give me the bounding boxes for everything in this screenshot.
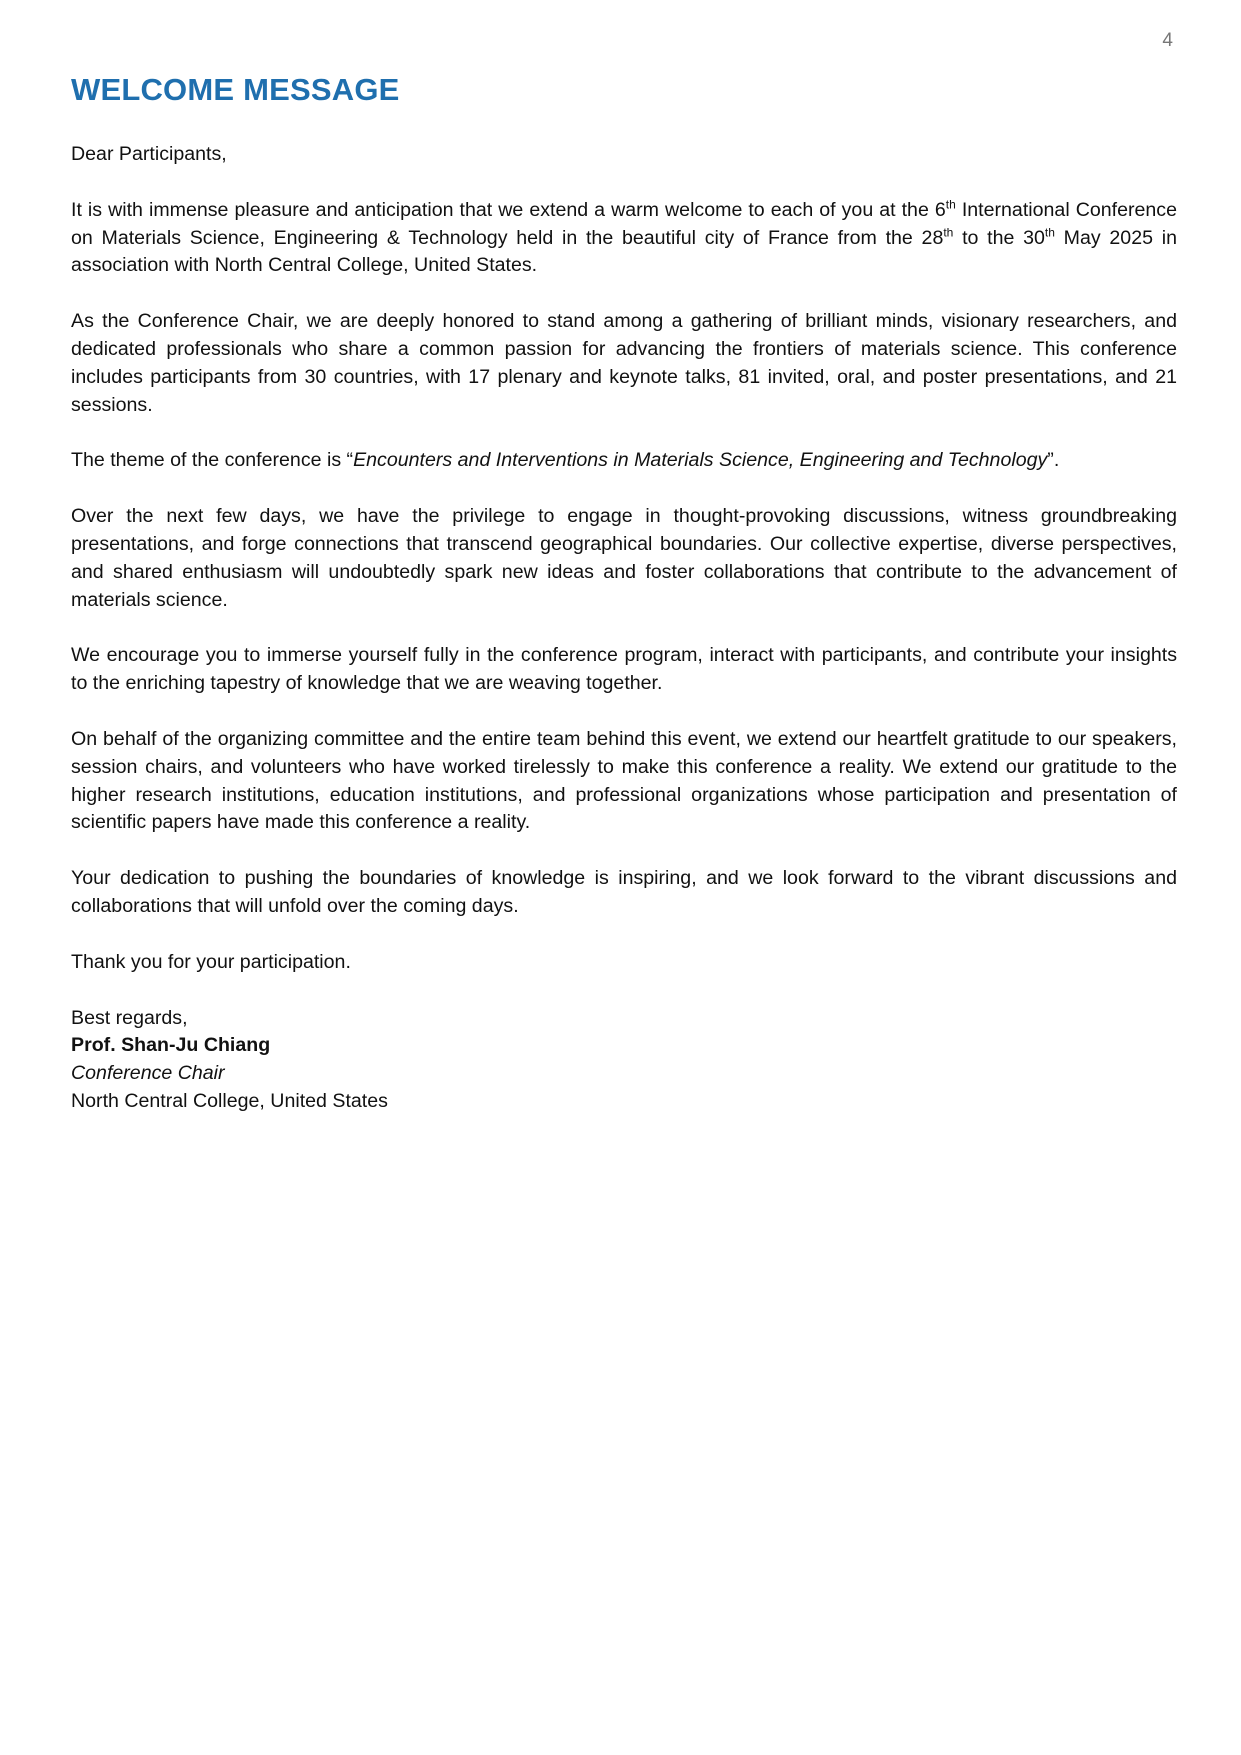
page-number: 4 bbox=[1162, 30, 1173, 51]
intro-text-c: to the 30 bbox=[953, 226, 1045, 249]
conference-theme: Encounters and Interventions in Materials Science, Engineering and Technology bbox=[353, 449, 1048, 472]
page-title: WELCOME MESSAGE bbox=[71, 72, 400, 107]
paragraph-next-days: Over the next few days, we have the privilege to engage in thought-provoking discussions, witness groundbreaking presentations, and forge connections that transcend geographical boundaries. Our collective expertise, diverse perspectives, and shared enthusiasm will undoubtedly spark new ideas and foster collaborations that contribute to the advancement of materials science. bbox=[71, 505, 1177, 611]
intro-text-b: International Conference on Materials Science, Engineering & Technology held in the beautiful city of France from the 28 bbox=[71, 198, 1177, 249]
signer-affiliation: North Central College, United States bbox=[71, 1089, 388, 1112]
paragraph-theme bbox=[71, 447, 1177, 475]
closing: Best regards, bbox=[71, 1006, 188, 1029]
signer-name: Prof. Shan-Ju Chiang bbox=[71, 1034, 271, 1057]
paragraph-dedication: Your dedication to pushing the boundaries of knowledge is inspiring, and we look forward to the vibrant discussions and collaborations that will unfold over the coming days. bbox=[71, 867, 1177, 917]
intro-text-d: May 2025 in association with North Central College, United States. bbox=[71, 226, 1177, 277]
welcome-message-section bbox=[71, 70, 1177, 1116]
ordinal-suffix: th bbox=[943, 225, 954, 240]
theme-suffix: ”. bbox=[1047, 449, 1060, 472]
paragraph-intro bbox=[71, 197, 1177, 280]
paragraph-gratitude: On behalf of the organizing committee and the entire team behind this event, we extend our heartfelt gratitude to our speakers, session chairs, and volunteers who have worked tirelessly to make this conference a reality. We extend our gratitude to the higher research institutions, education institutions, and professional organizations whose participation and presentation of scientific papers have made this conference a reality. bbox=[71, 727, 1177, 834]
intro-text-a: It is with immense pleasure and anticipation that we extend a warm welcome to each of you at the 6 bbox=[71, 198, 946, 221]
signer-role: Conference Chair bbox=[71, 1062, 225, 1085]
paragraph-encourage: We encourage you to immerse yourself fully in the conference program, interact with participants, and contribute your insights to the enriching tapestry of knowledge that we are weaving together. bbox=[71, 644, 1177, 695]
salutation: Dear Participants, bbox=[71, 143, 227, 165]
ordinal-suffix: th bbox=[945, 197, 956, 212]
theme-prefix: The theme of the conference is “ bbox=[71, 449, 354, 472]
signature-block bbox=[71, 1005, 1177, 1116]
ordinal-suffix: th bbox=[1044, 225, 1055, 240]
paragraph-chair: As the Conference Chair, we are deeply honored to stand among a gathering of brilliant minds, visionary researchers, and dedicated professionals who share a common passion for advancing the frontiers of materials science. This conference includes participants from 30 countries, with 17 plenary and keynote talks, 81 invited, oral, and poster presentations, and 21 sessions. bbox=[71, 310, 1177, 416]
paragraph-thanks: Thank you for your participation. bbox=[71, 950, 351, 973]
